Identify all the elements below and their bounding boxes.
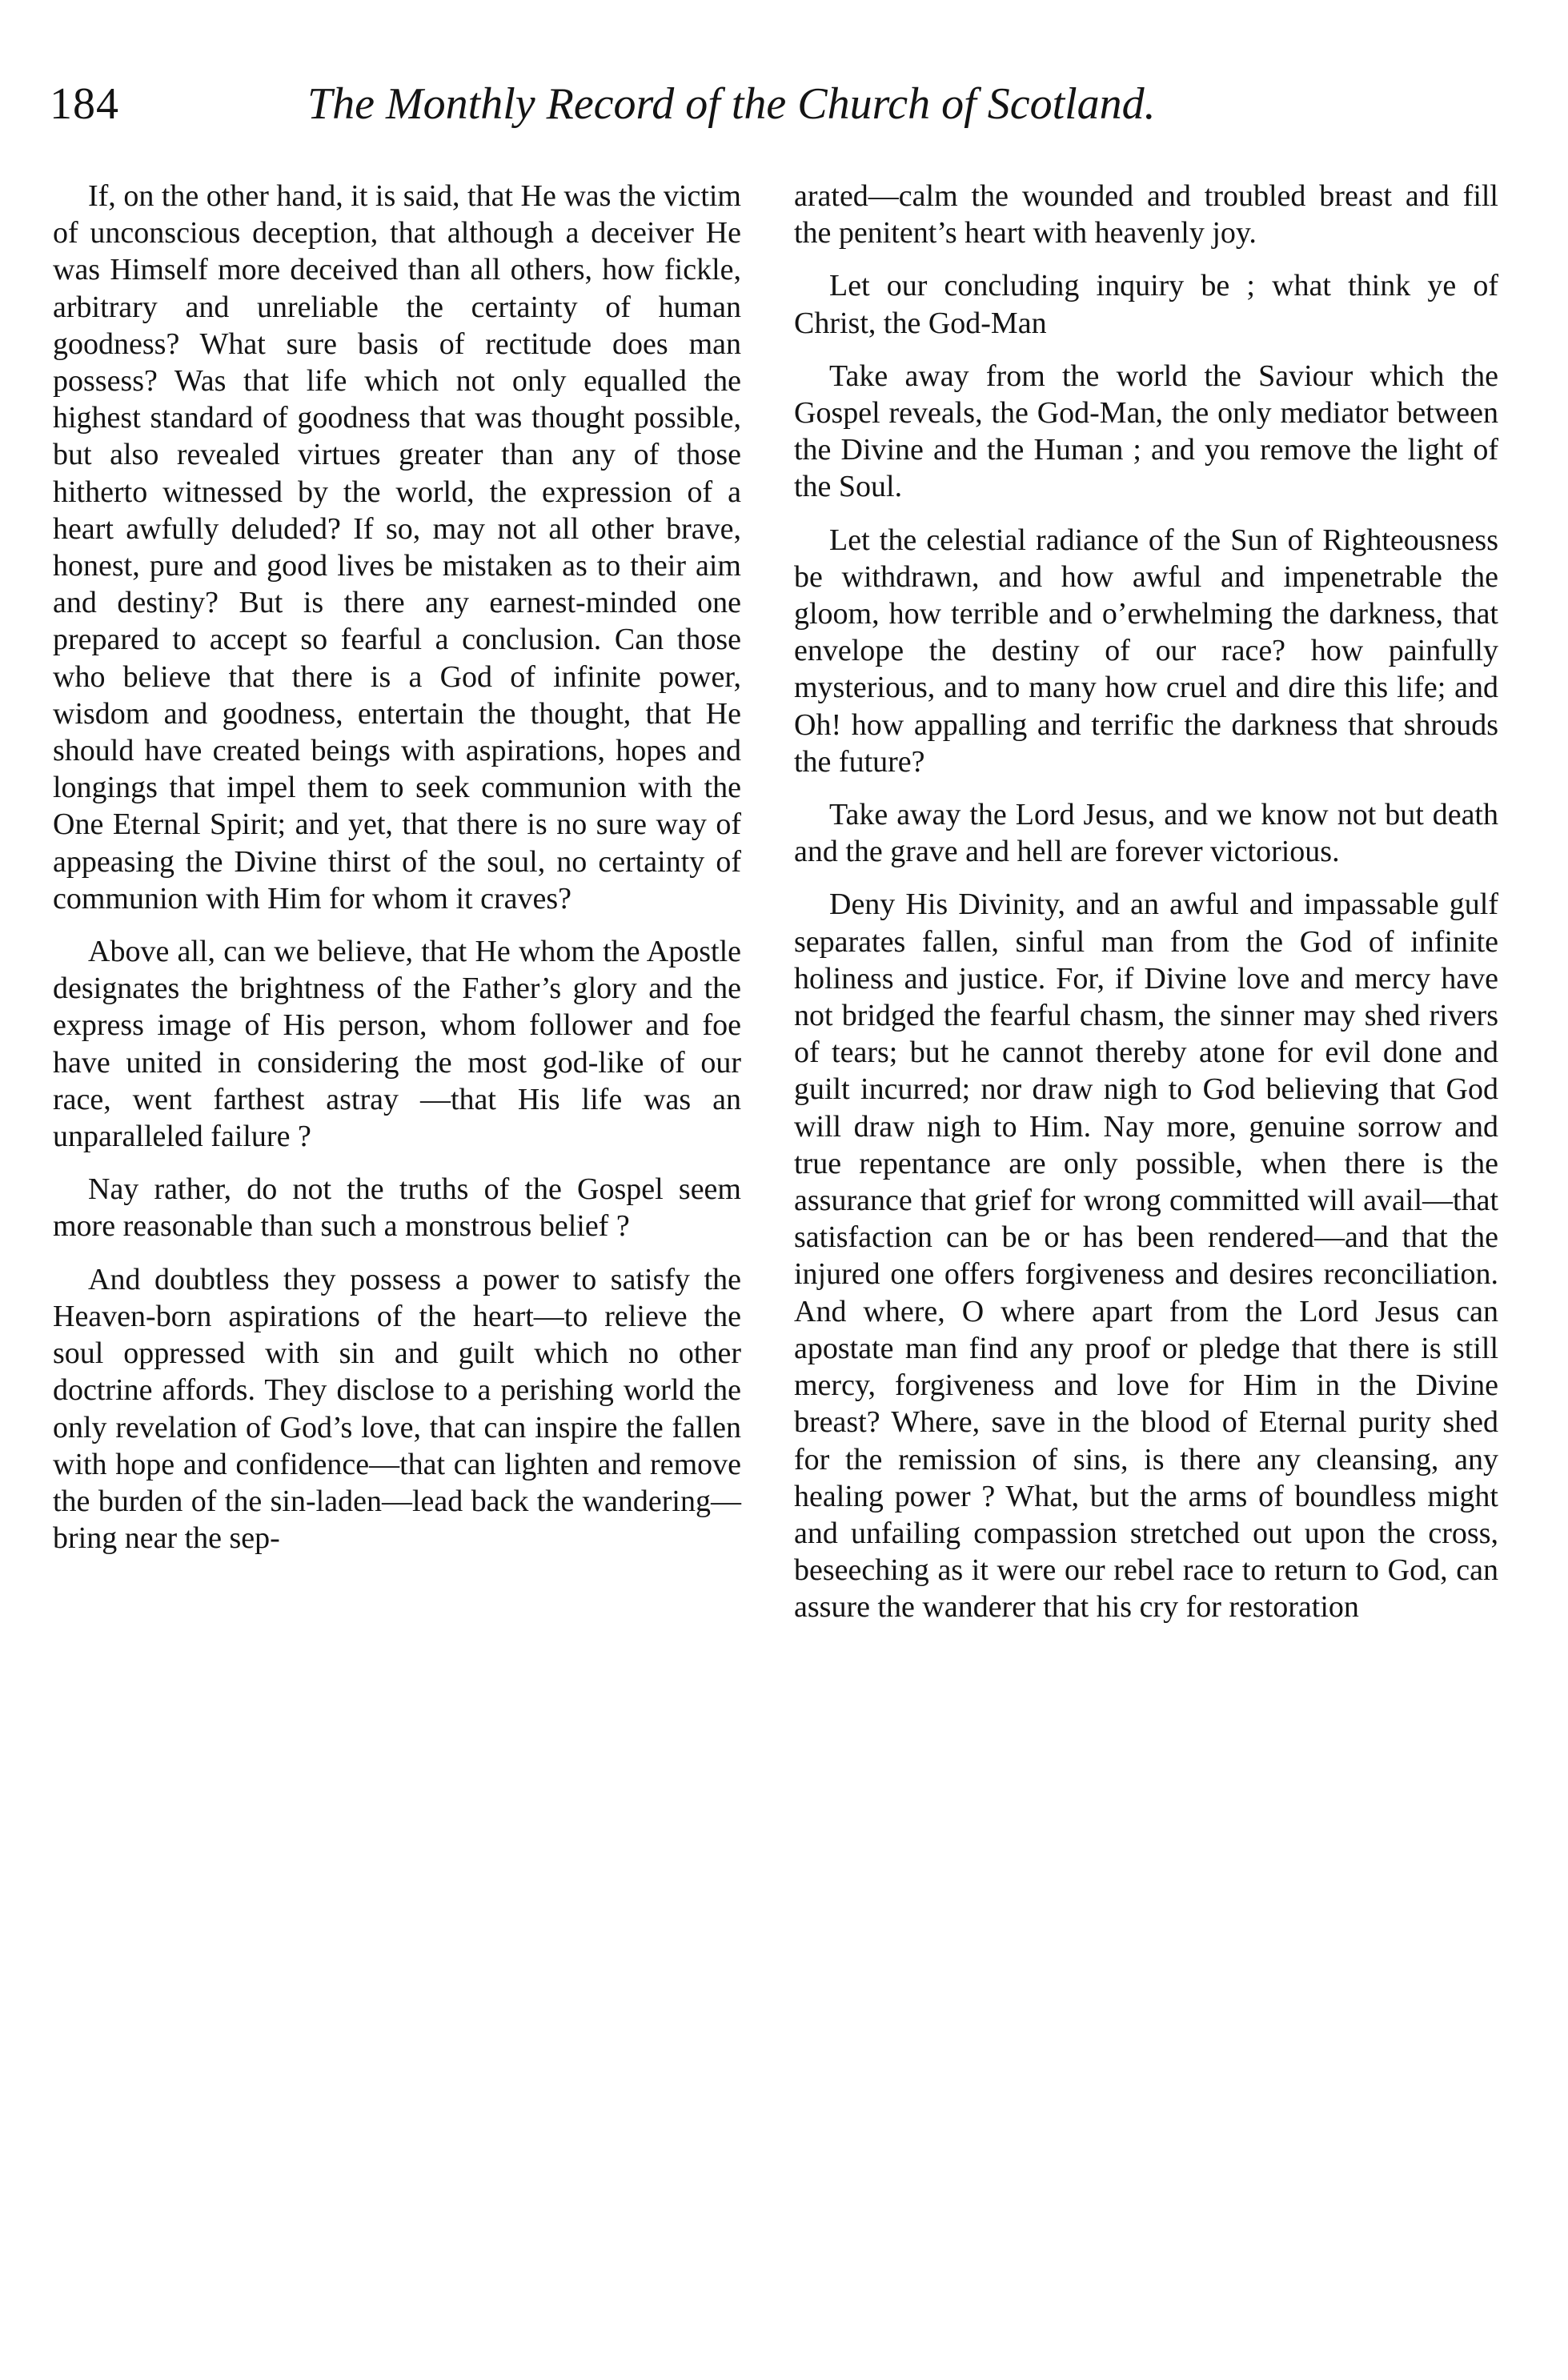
paragraph: Nay rather, do not the truths of the Gospel seem more reasonable than such a monstrous belief ? [53, 1172, 741, 1244]
running-title: The Monthly Record of the Church of Scotland. [307, 79, 1156, 129]
paragraph: Above all, can we believe, that He whom the Apostle designates the brightness of the Father’s glory and the express image of His person, whom follower and foe have united in considering the most god-like of our race, went farthest astray —that His life was an unparalleled failure ? [53, 935, 741, 1154]
paragraph: Take away from the world the Saviour which the Gospel reveals, the God-Man, the only mediator between the Divine and the Human ; and you remove the light of the Soul. [794, 359, 1498, 504]
paragraph: Let the celestial radiance of the Sun of Righteousness be withdrawn, and how awful and impenetrable the gloom, how terrible and o’erwhelming the darkness, that envelope the destiny of our race? how painfully mysterious, and to many how cruel and dire this life; and Oh! how appalling and terrific the darkness that shrouds the future? [794, 523, 1498, 779]
left-column [53, 178, 741, 2290]
paragraph: If, on the other hand, it is said, that He was the victim of unconscious deception, that although a deceiver He was Himself more deceived than all others, how fickle, arbitrary and unreliable the certainty of human goodness? What sure basis of rectitude does man possess? Was that life which not only equalled the highest standard of goodness that was thought possible, but also revealed virtues greater than any of those hitherto witnessed by the world, the expression of a heart awfully deluded? If so, may not all other brave, honest, pure and good lives be mistaken as to their aim and destiny? But is there any earnest-minded one prepared to accept so fearful a conclusion. Can those who believe that there is a God of infinite power, wisdom and goodness, entertain the thought, that He should have created beings with aspirations, hopes and longings that impel them to seek communion with the One Eternal Spirit; and yet, that there is no sure way of appeasing the Divine thirst of the soul, no certainty of communion with Him for whom it craves? [53, 179, 741, 916]
running-header [50, 78, 1298, 142]
right-column [794, 178, 1498, 2290]
paragraph: Take away the Lord Jesus, and we know not but death and the grave and hell are forever victorious. [794, 798, 1498, 869]
paragraph: arated—calm the wounded and troubled breast and fill the penitent’s heart with heavenly joy. [794, 179, 1498, 250]
paragraph: And doubtless they possess a power to satisfy the Heaven-born aspirations of the heart—to relieve the soul oppressed with sin and guilt which no other doctrine affords. They disclose to a perishing world the only revelation of God’s love, that can inspire the fallen with hope and confidence—that can lighten and remove the burden of the sin-laden—lead back the wandering—bring near the sep- [53, 1262, 741, 1556]
paragraph: Deny His Divinity, and an awful and impassable gulf separates fallen, sinful man from the God of infinite holiness and justice. For, if Divine love and mercy have not bridged the fearful chasm, the sinner may shed rivers of tears; but he cannot thereby atone for evil done and guilt incurred; nor draw nigh to God believing that God will draw nigh to Him. Nay more, genuine sorrow and true repentance are only possible, when there is the assurance that grief for wrong committed will avail—that satisfaction can be or has been rendered—and that the injured one offers forgiveness and desires reconciliation. And where, O where apart from the Lord Jesus can apostate man find any proof or pledge that there is still mercy, forgiveness and love for Him in the Divine breast? Where, save in the blood of Eternal purity shed for the remission of sins, is there any cleansing, any healing power ? What, but the arms of boundless might and unfailing compassion stretched out upon the cross, beseeching as it were our rebel race to return to God, can assure the wanderer that his cry for restoration [794, 887, 1498, 1625]
page-number: 184 [50, 79, 119, 129]
paragraph: Let our concluding inquiry be ; what think ye of Christ, the God-Man [794, 269, 1498, 340]
